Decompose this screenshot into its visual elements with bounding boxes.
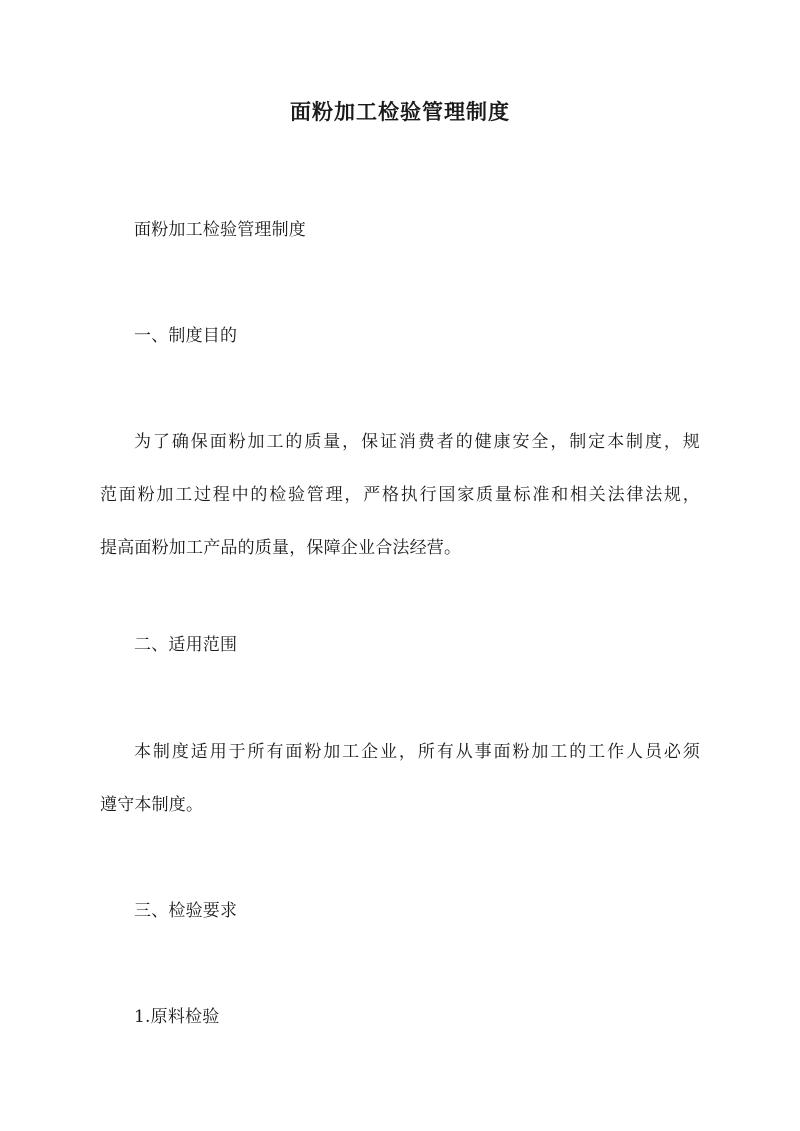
- paragraph-line: 范面粉加工过程中的检验管理，严格执行国家质量标准和相关法律法规，: [100, 485, 700, 505]
- section-heading-requirements: 三、检验要求: [134, 901, 238, 921]
- paragraph-line: 提高面粉加工产品的质量，保障企业合法经营。: [100, 538, 462, 558]
- document-subtitle: 面粉加工检验管理制度: [134, 220, 306, 240]
- section-heading-purpose: 一、制度目的: [134, 326, 238, 346]
- paragraph-line: 为了确保面粉加工的质量，保证消费者的健康安全，制定本制度，规: [134, 432, 700, 452]
- section-heading-scope: 二、适用范围: [134, 635, 238, 655]
- paragraph-line: 本制度适用于所有面粉加工企业，所有从事面粉加工的工作人员必须: [134, 742, 700, 762]
- paragraph-line: 遵守本制度。: [100, 795, 204, 815]
- list-item-raw-material-inspection: 1.原料检验: [134, 1007, 220, 1027]
- document-title: 面粉加工检验管理制度: [290, 99, 510, 124]
